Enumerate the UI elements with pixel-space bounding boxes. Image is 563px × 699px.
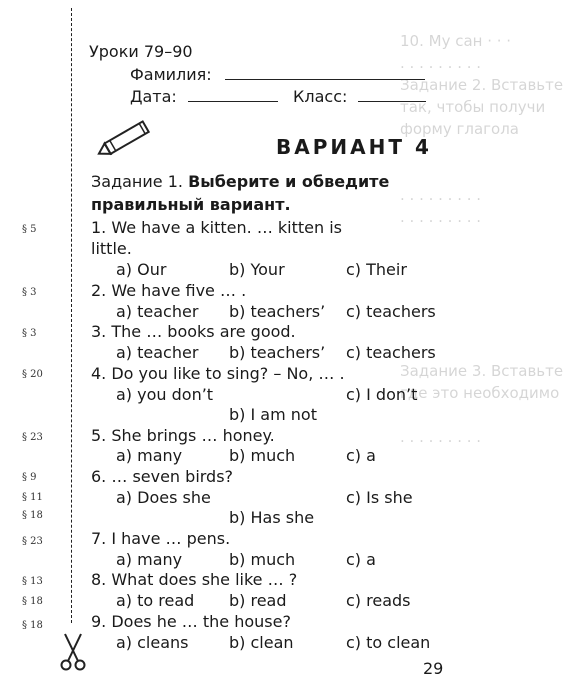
answer-option[interactable]: b) teachers’ (229, 343, 326, 362)
answer-option[interactable]: c) reads (346, 591, 411, 610)
answer-option[interactable]: b) I am not (229, 405, 317, 424)
answer-option[interactable]: a) cleans (116, 633, 189, 652)
answer-option[interactable]: b) Has she (229, 508, 315, 527)
margin-ref: § 18 (22, 510, 43, 521)
surname-field[interactable] (225, 65, 425, 80)
margin-ref: § 18 (22, 620, 43, 631)
margin-ref: § 23 (22, 432, 43, 443)
task-instruction: Выберите и обведите правильный вариант. (91, 172, 390, 214)
question-text: 7. I have … pens. (91, 529, 231, 548)
answer-option[interactable]: c) I don’t (346, 385, 418, 404)
answer-option[interactable]: a) to read (116, 591, 195, 610)
task-heading (91, 170, 421, 216)
answer-option[interactable]: a) you don’t (116, 385, 214, 404)
surname-label: Фамилия: (130, 65, 212, 84)
scissors-icon (60, 632, 86, 672)
margin-ref: § 11 (22, 492, 43, 503)
answer-option[interactable]: b) teachers’ (229, 302, 326, 321)
answer-option[interactable]: b) much (229, 446, 296, 465)
question-text: 4. Do you like to sing? – No, … . (91, 364, 345, 383)
answer-option[interactable]: a) many (116, 550, 183, 569)
answer-option[interactable]: c) to clean (346, 633, 431, 652)
date-class-row (130, 87, 426, 106)
date-field[interactable] (188, 87, 278, 102)
variant-title: ВАРИАНТ 4 (276, 135, 432, 159)
lessons-title: Уроки 79–90 (89, 42, 193, 61)
question-text: 6. … seven birds? (91, 467, 234, 486)
answer-option[interactable]: a) many (116, 446, 183, 465)
margin-ref: § 13 (22, 576, 43, 587)
question-text: 5. She brings … honey. (91, 426, 275, 445)
margin-ref: § 23 (22, 536, 43, 547)
answer-option[interactable]: c) Is she (346, 488, 413, 507)
answer-option[interactable]: c) Their (346, 260, 407, 279)
class-field[interactable] (358, 87, 426, 102)
question-text: 3. The … books are good. (91, 322, 296, 341)
question-text: 8. What does she like … ? (91, 570, 298, 589)
margin-ref: § 18 (22, 596, 43, 607)
margin-ref: § 9 (22, 472, 37, 483)
answer-option[interactable]: b) Your (229, 260, 285, 279)
answer-option[interactable]: c) a (346, 446, 376, 465)
answer-option[interactable]: b) clean (229, 633, 294, 652)
cut-line (71, 8, 72, 623)
answer-option[interactable]: b) read (229, 591, 287, 610)
answer-option[interactable]: a) Our (116, 260, 167, 279)
answer-option[interactable]: a) teacher (116, 343, 199, 362)
answer-option[interactable]: a) Does she (116, 488, 211, 507)
bleed-through: 10. Му сан · · · . . . . . . . . . Задание 2. Вставьте так, чтобы получи форму глагола . . . . . . . . . . . . . . . . . . Задание 3. Вставьте где это необходимо . . . . . . . . . (400, 32, 563, 446)
margin-ref: § 3 (22, 328, 37, 339)
date-label: Дата: (130, 87, 177, 106)
question-text: 1. We have a kitten. … kitten is (91, 218, 343, 237)
page-number: 29 (423, 659, 444, 678)
margin-ref: § 3 (22, 287, 37, 298)
question-text: little. (91, 239, 132, 258)
question-text: 9. Does he … the house? (91, 612, 291, 631)
margin-ref: § 20 (22, 369, 43, 380)
answer-option[interactable]: c) a (346, 550, 376, 569)
class-label: Класс: (293, 87, 348, 106)
question-text: 2. We have five … . (91, 281, 247, 300)
pencil-icon (93, 113, 163, 163)
answer-option[interactable]: c) teachers (346, 302, 436, 321)
margin-ref: § 5 (22, 224, 37, 235)
surname-row (130, 65, 425, 84)
answer-option[interactable]: c) teachers (346, 343, 436, 362)
answer-option[interactable]: b) much (229, 550, 296, 569)
answer-option[interactable]: a) teacher (116, 302, 199, 321)
task-label: Задание 1. (91, 172, 183, 191)
